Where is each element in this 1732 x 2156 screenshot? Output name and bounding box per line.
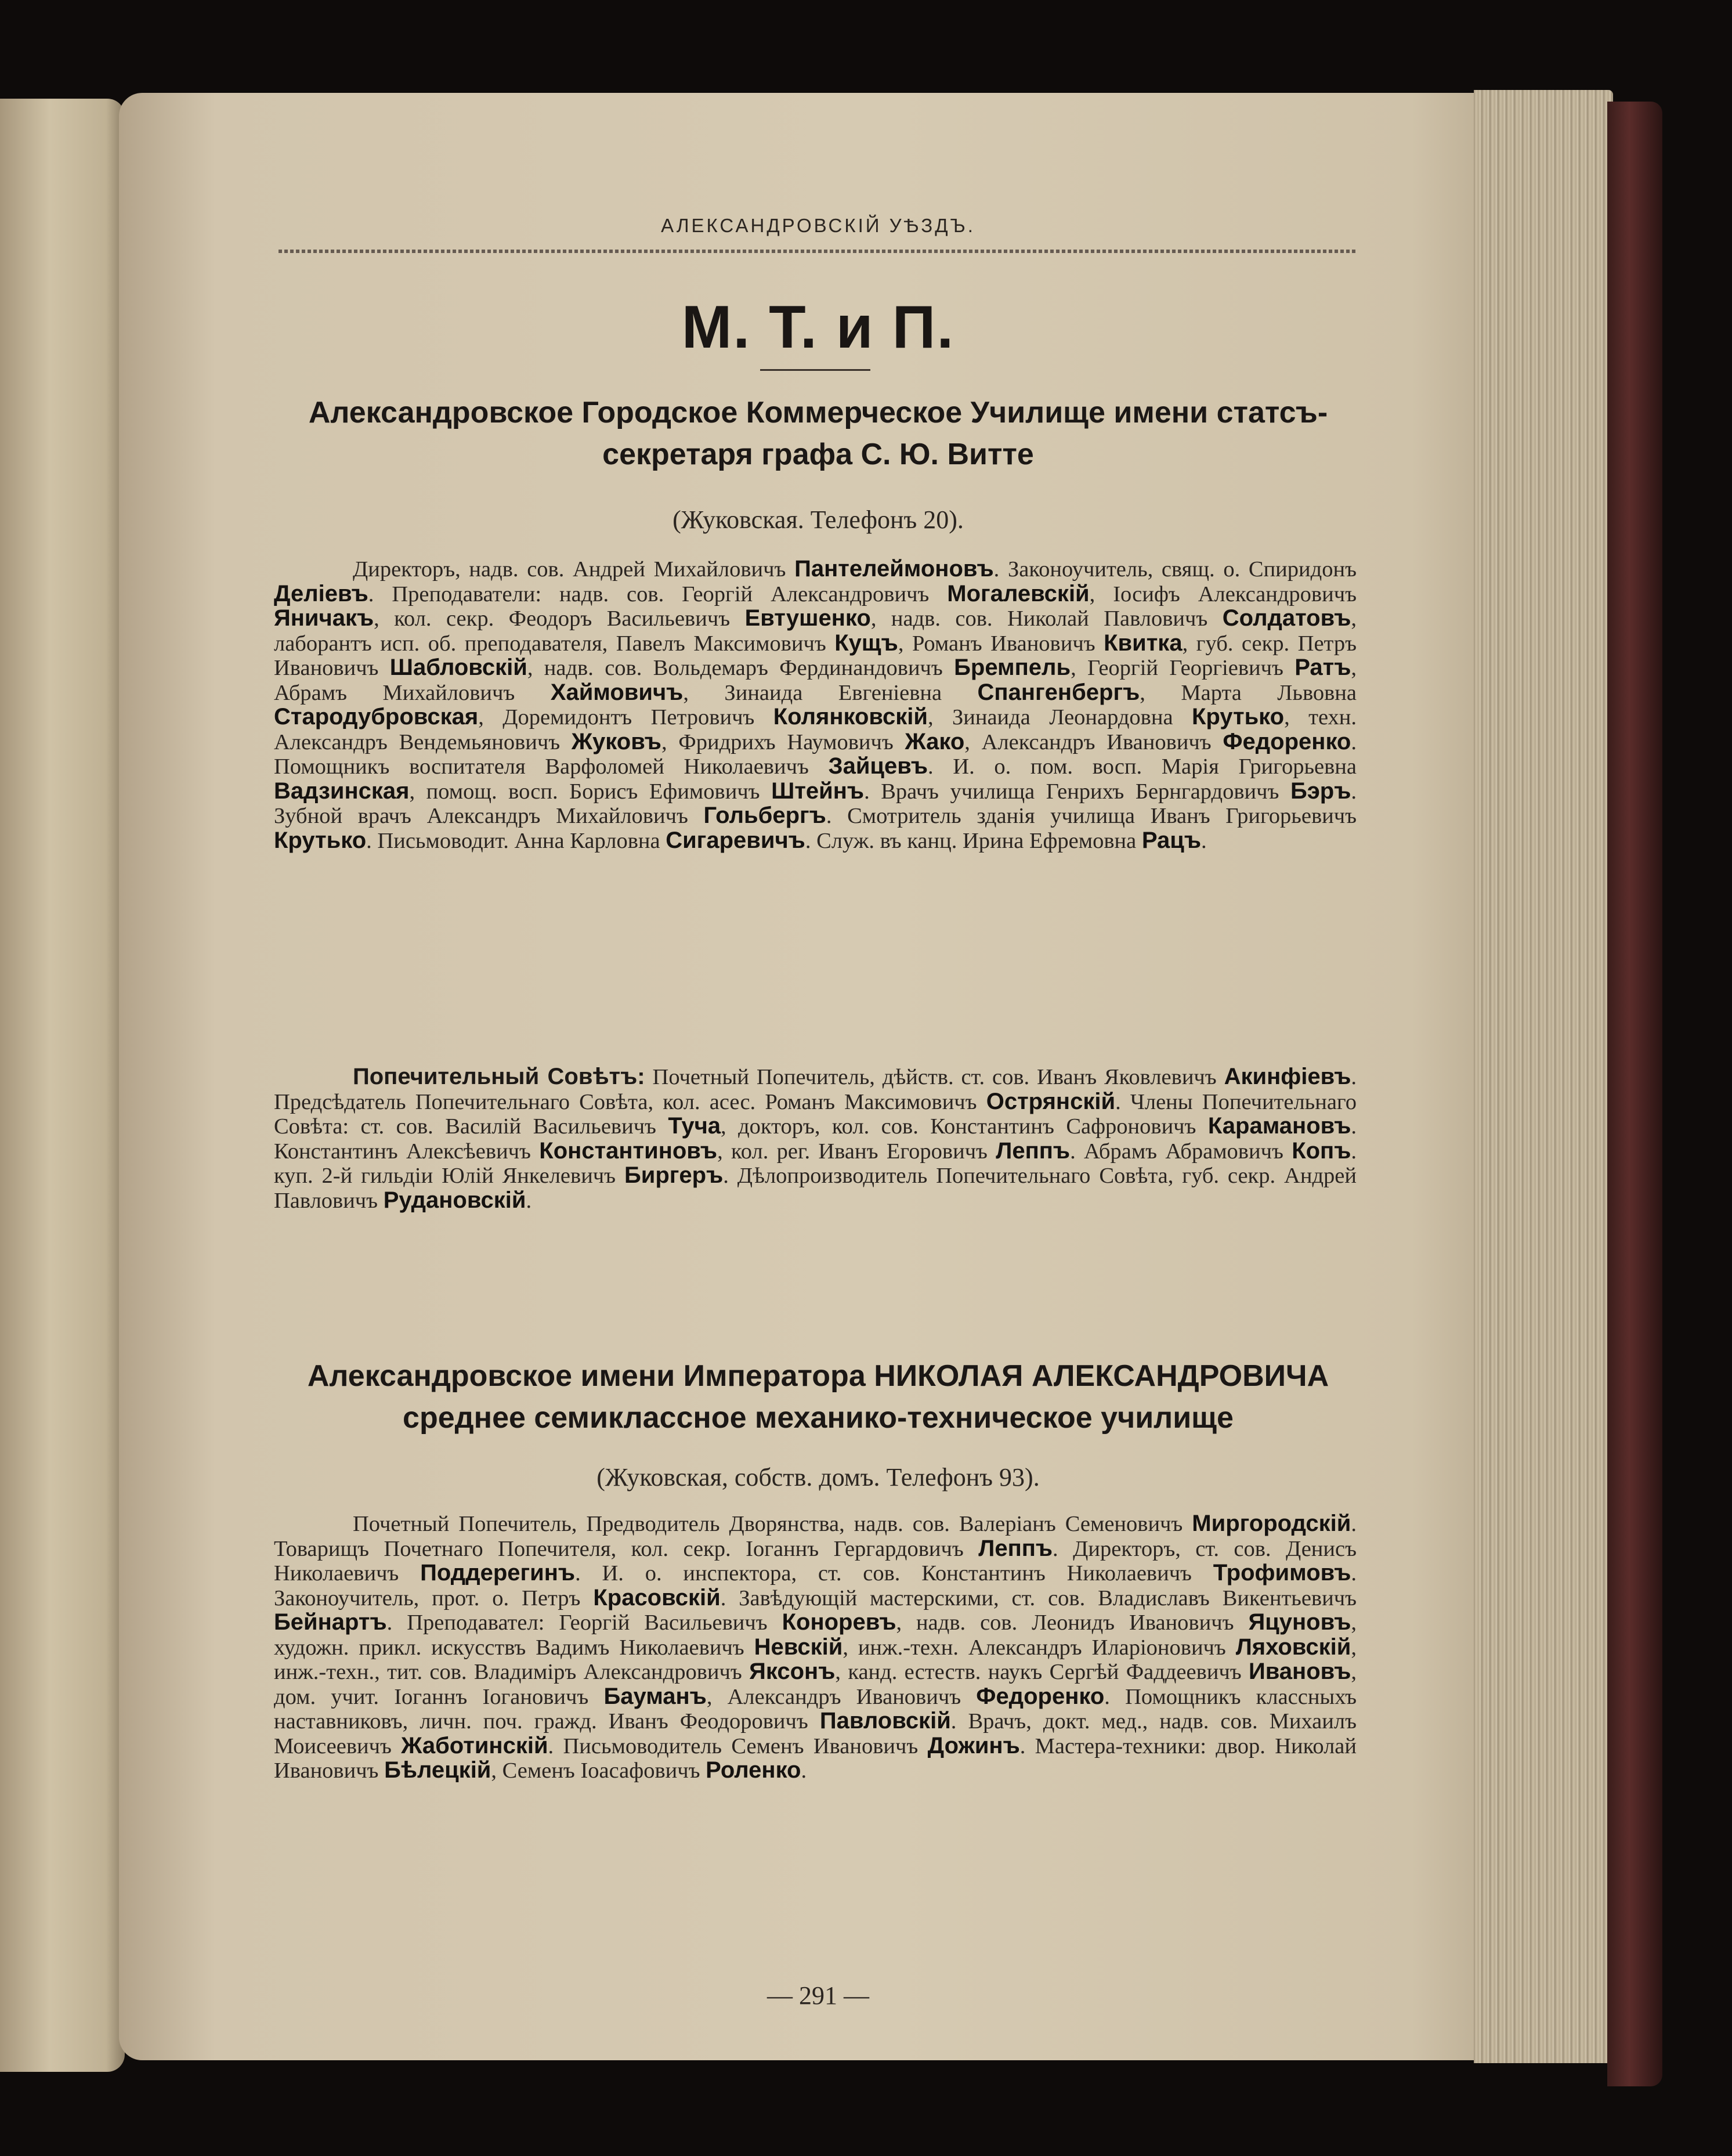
text-run: . Директоръ, ст. сов. Денисъ Николаевичъ [274,1536,1357,1586]
text-run: , надв. сов. Вольдемаръ Фердинандовичъ [527,656,954,680]
text-run: . [526,1188,532,1213]
person-surname: Константиновъ [539,1137,718,1164]
text-run: , дом. учит. Іоганнъ Іогановичъ [274,1660,1357,1709]
school2-heading [273,1355,1364,1439]
person-surname: Поддерегинъ [420,1560,576,1586]
text-run: . Товарищъ Почетнаго Попечителя, кол. секр. Іоганнъ Гергардовичъ [274,1512,1357,1561]
person-surname: Ратъ [1295,655,1351,680]
text-run: , помощ. восп. Борисъ Ефимовичъ [409,779,772,804]
text-run: , Александръ Ивановичъ [706,1684,977,1709]
person-surname: Жуковъ [571,728,661,754]
person-surname: Яксонъ [749,1659,836,1684]
text-run: . [1201,828,1207,853]
text-run: . Завѣдующій мастерскими, ст. сов. Владиславъ Викентьевичъ [720,1586,1357,1610]
person-surname: Острянскій [986,1088,1116,1114]
text-run: . Помощникъ воспитателя Варфоломей Николаевичъ [274,729,1357,779]
school2-address: (Жуковская, собств. домъ. Телефонъ 93). [596,1463,1040,1491]
person-surname: Ивановъ [1248,1659,1351,1684]
person-surname: Леппъ [978,1535,1053,1561]
person-surname: Зайцевъ [828,753,928,779]
text-run: . Константинъ Алексѣевичъ [274,1114,1357,1164]
text-run: , Доремидонтъ Петровичъ [478,705,773,729]
person-surname: Бѣлецкій [384,1757,491,1783]
text-run: . Члены Попечительнаго Совѣта: ст. сов. Василій Васильевичъ [274,1089,1357,1139]
person-surname: Роленко [706,1757,801,1783]
person-surname: Квитка [1104,630,1183,656]
person-surname: Жаботинскій [401,1732,548,1758]
school2-title-line1: Александровское имени Императора НИКОЛАЯ АЛЕКСАНДРОВИЧА [307,1359,1329,1393]
text-run: , инж.-техн., тит. сов. Владиміръ Александровичъ [274,1635,1357,1684]
text-run: . Дѣлопроизводитель Попечительнаго Совѣта, губ. секр. Андрей Павловичъ [274,1164,1357,1213]
person-surname: Миргородскій [1192,1511,1351,1536]
person-surname: Гольбергъ [703,803,826,828]
text-run: . Абрамъ Абрамовичъ [1070,1139,1292,1164]
text-run: . Служ. въ канц. Ирина Ефремовна [805,828,1142,853]
text-run: , Марта Львовна [1140,680,1357,705]
paragraph-lead: Попечительный Совѣтъ: [353,1064,645,1089]
text-run: . Письмоводитель Семенъ Ивановичъ [548,1734,928,1758]
text-run: , Зинаида Евгеніевна [683,680,978,705]
person-surname: Пантелеймоновъ [794,556,994,582]
text-run: . Законоучитель, прот. о. Петръ [274,1561,1357,1610]
person-surname: Трофимовъ [1213,1560,1351,1586]
person-surname: Колянковскій [773,704,928,729]
person-surname: Яничакъ [274,605,374,631]
left-page [0,99,125,2072]
text-run: , Александръ Ивановичъ [964,729,1223,754]
text-run: . И. о. пом. восп. Марія Григорьевна [928,754,1357,779]
person-surname: Конорeвъ [782,1609,896,1635]
person-surname: Федоренко [1223,728,1351,754]
text-run: , инж.-техн. Александръ Иларіоновичъ [843,1635,1236,1660]
text-run: , техн. Александръ Вендемьяновичъ [274,705,1357,754]
section-title: М. Т. и П. [681,294,955,361]
school1-title-line1: Александровское Городское Коммерческое Училище имени статсъ- [308,396,1328,429]
person-surname: Ляховскій [1235,1634,1351,1660]
text-run: Почетный Попечитель, Предводитель Дворянства, надв. сов. Валеріанъ Семеновичъ [353,1512,1192,1536]
person-surname: Дожинъ [927,1732,1020,1758]
person-surname: Крутько [1191,704,1285,729]
person-surname: Яцуновъ [1248,1609,1351,1635]
school2-staff-paragraph [274,1512,1357,1783]
school1-address: (Жуковская. Телефонъ 20). [672,505,964,534]
title-rule [760,369,870,371]
person-surname: Шабловскій [389,655,527,680]
text-run: , Романъ Ивановичъ [898,631,1104,656]
text-run: . Мастера-техники: двор. Николай Ивановичъ [274,1734,1357,1783]
person-surname: Копъ [1292,1137,1351,1164]
book-spine [1607,102,1662,2086]
text-run: , кол. секр. Феодоръ Васильевичъ [374,606,745,631]
person-surname: Федоренко [976,1683,1105,1709]
person-surname: Красовскій [593,1584,721,1610]
running-head: АЛЕКСАНДРОВСКІЙ УѢЗДЪ. [661,215,975,236]
text-run: , Іосифъ Александровичъ [1089,582,1357,606]
person-surname: Стародубровская [274,704,479,729]
text-run: , канд. естеств. наукъ Сергѣй Фаддеевичъ [835,1660,1249,1684]
text-run: . Предсѣдатель Попечительнаго Совѣта, кол. асес. Романъ Максимовичъ [274,1065,1357,1114]
text-run: . Врачъ, докт. мед., надв. сов. Михаилъ Моисеевичъ [274,1709,1357,1758]
text-run: . куп. 2-й гильдіи Юлій Янкелевичъ [274,1139,1357,1188]
person-surname: Спангенбергъ [977,679,1140,705]
header-rule [279,250,1358,253]
text-run: Почетный Попечитель, дѣйств. ст. сов. Иванъ Яковлевичъ [645,1065,1224,1089]
text-run: , Зинаида Леонардовна [927,705,1192,729]
person-surname: Акинфіевъ [1224,1064,1351,1089]
page-number: — 291 — [767,1981,869,2010]
person-surname: Рацъ [1141,827,1202,853]
text-run: , Георгій Георгіевичъ [1071,656,1295,680]
school2-title-line2: среднее семиклассное механико-техническое училище [403,1401,1234,1435]
person-surname: Рудановскій [383,1187,526,1213]
text-run: . И. о. инспектора, ст. сов. Константинъ Николаевичъ [575,1561,1213,1586]
page-edges [1474,90,1613,2063]
person-surname: Могалевскій [947,580,1090,606]
text-run: . Преподавател: Георгій Васильевичъ [386,1610,782,1635]
text-run: . Помощникъ классныхъ наставниковъ, личн. поч. гражд. Иванъ Феодоровичъ [274,1684,1357,1734]
text-run: , Фридрихъ Наумовичъ [661,729,905,754]
text-run: , лаборантъ исп. об. преподавателя, Павелъ Максимовичъ [274,606,1357,656]
person-surname: Вадзинская [274,778,410,804]
school1-council-paragraph [274,1065,1357,1213]
school1-heading [273,392,1364,475]
school1-staff-paragraph [274,557,1357,853]
person-surname: Бейнартъ [274,1609,387,1635]
person-surname: Делiевъ [274,580,368,606]
text-run: , докторъ, кол. сов. Константинъ Сафроновичъ [721,1114,1208,1139]
person-surname: Бауманъ [603,1683,707,1709]
text-run: . Законоучитель, свящ. о. Спиридонъ [993,557,1357,582]
school1-title-line2: секретаря графа С. Ю. Витте [602,438,1034,471]
text-run: , надв. сов. Николай Павловичъ [870,606,1223,631]
text-run: , губ. секр. Петръ Ивановичъ [274,631,1357,680]
text-run: . [801,1758,807,1783]
person-surname: Крутько [274,827,367,853]
person-surname: Сигаревичъ [666,827,805,853]
person-surname: Невскій [754,1634,843,1660]
person-surname: Бремпель [954,655,1071,680]
text-run: Директоръ, надв. сов. Андрей Михайловичъ [353,557,795,582]
person-surname: Штейнъ [771,778,865,804]
person-surname: Леппъ [996,1137,1071,1164]
person-surname: Хаймовичъ [550,679,684,705]
text-run: , Абрамъ Михайловичъ [274,656,1357,705]
person-surname: Солдатовъ [1222,605,1351,631]
text-run: . Преподаватели: надв. сов. Георгій Александровичъ [368,582,948,606]
text-run: , художн. прикл. искусствъ Вадимъ Николаевичъ [274,1610,1357,1660]
person-surname: Павловскій [819,1708,951,1734]
text-run: . Зубной врачъ Александръ Михайловичъ [274,779,1357,828]
person-surname: Туча [668,1113,721,1139]
text-run: . Смотритель зданія училища Иванъ Григорьевичъ [826,804,1357,828]
person-surname: Жако [905,728,965,754]
person-surname: Карамановъ [1207,1113,1351,1139]
text-run: , надв. сов. Леонидъ Ивановичъ [896,1610,1249,1635]
person-surname: Евтушенко [744,605,871,631]
text-run: , Семенъ Іоасафовичъ [491,1758,706,1783]
person-surname: Бэръ [1290,778,1351,804]
text-run: , кол. рег. Иванъ Егоровичъ [717,1139,996,1164]
person-surname: Биргеръ [624,1162,724,1188]
person-surname: Кущъ [834,630,898,656]
text-run: . Письмоводит. Анна Карловна [366,828,666,853]
text-run: . Врачъ училища Генрихъ Бернгардовичъ [864,779,1290,804]
